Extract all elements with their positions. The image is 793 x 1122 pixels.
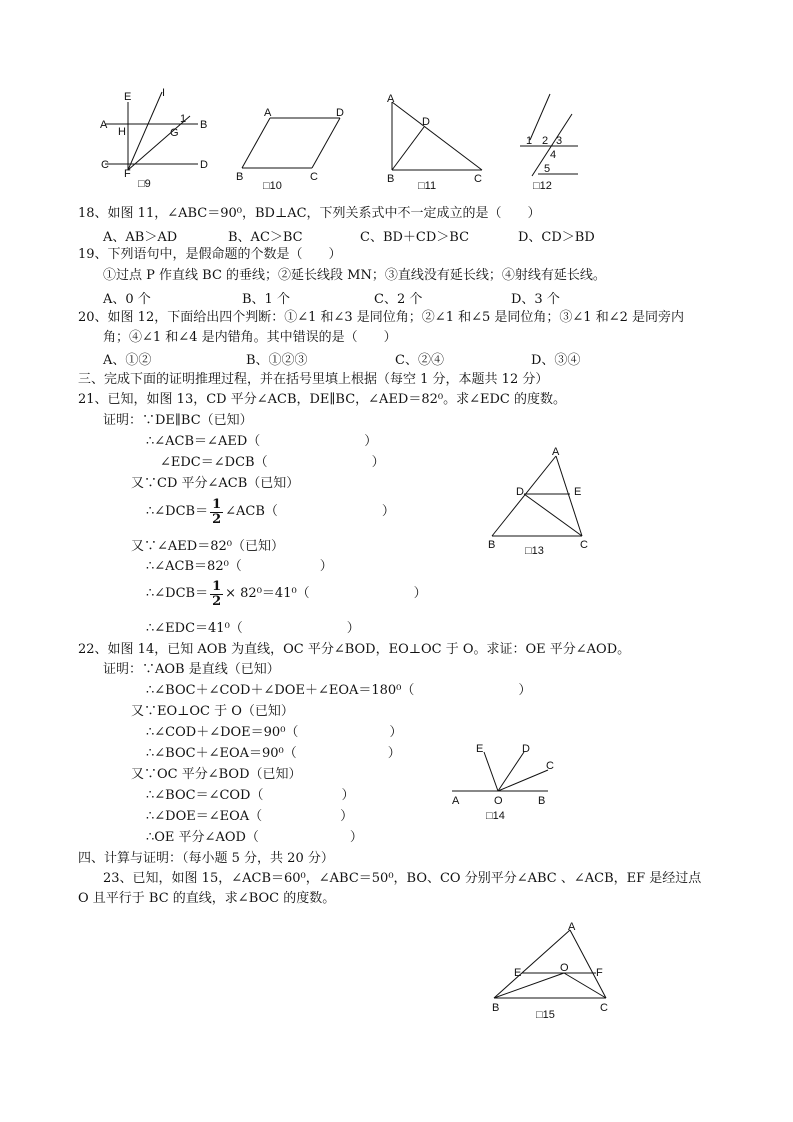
- q19-option-c: C、2 个: [374, 292, 423, 307]
- q20-option-d: D、③④: [531, 353, 581, 368]
- q18-options: [0, 226, 793, 243]
- fig9-label-E: E: [124, 91, 132, 103]
- q21-proof-line-1: 证明：∵DE∥BC（已知）: [103, 413, 253, 428]
- fig11-label-A: A: [387, 93, 395, 105]
- q21-fraction-half-1: [210, 498, 223, 527]
- q20-options: [0, 349, 793, 366]
- fig9-label-A: A: [100, 119, 108, 131]
- figure-13-caption: □13: [525, 545, 544, 557]
- fig9-label-D: D: [200, 159, 208, 171]
- q21-proof-line-2: ∴∠ACB＝∠AED（ ）: [146, 434, 378, 449]
- figure-12: [514, 92, 584, 178]
- fig15-label-A: A: [568, 921, 576, 933]
- figure-15-caption: □15: [536, 1009, 555, 1021]
- q21-fraction-half-2: [210, 580, 223, 609]
- figure-11: [384, 92, 489, 184]
- section-4-title: 四、计算与证明：（每小题 5 分，共 20 分）: [78, 851, 334, 866]
- figure-15-diagram: [488, 918, 618, 1018]
- fig9-label-F: F: [124, 168, 131, 180]
- q22-proof-line-2: ∴∠BOC＋∠COD＋∠DOE＋∠EOA＝180⁰（ ）: [146, 683, 532, 698]
- q20-option-b: B、①②③: [246, 353, 308, 368]
- fig13-label-B: B: [488, 539, 496, 551]
- fig15-label-F: F: [596, 967, 603, 979]
- fig9-label-B: B: [200, 119, 208, 131]
- fig12-label-3: 3: [556, 135, 563, 147]
- figure-12-diagram: [514, 92, 584, 178]
- q23-stem: 23、已知，如图 15，∠ACB＝60⁰，∠ABC＝50⁰，BO、CO 分别平分∠ABC 、∠ACB，EF 是经过点: [103, 871, 702, 886]
- fig13-label-D: D: [516, 486, 524, 498]
- q18-option-d: D、CD＞BD: [518, 230, 595, 245]
- q18-option-a: A、AB＞AD: [103, 230, 178, 245]
- fig10-label-B: B: [236, 171, 244, 183]
- q18-option-b: B、AC＞BC: [228, 230, 303, 245]
- fig10-label-C: C: [310, 171, 318, 183]
- fraction-denominator: 2: [212, 511, 222, 527]
- figure-10-diagram: [234, 107, 349, 183]
- fraction-denominator: 2: [212, 593, 222, 609]
- figure-15: [488, 918, 618, 1018]
- q18-stem: 18、如图 11，∠ABC＝90⁰，BD⊥AC，下列关系式中不一定成立的是（ ）: [78, 206, 541, 221]
- fig14-label-C: C: [546, 760, 554, 772]
- q20-stem-cont: 角；④∠1 和∠4 是内错角。其中错误的是（ ）: [103, 330, 397, 345]
- q22-proof-line-3: 又∵EO⊥OC 于 O（已知）: [131, 704, 294, 719]
- figure-10-caption: □10: [263, 180, 282, 192]
- fig13-label-A: A: [552, 446, 560, 458]
- fig14-label-E: E: [476, 743, 484, 755]
- fig13-label-C: C: [580, 539, 588, 551]
- q21-proof-line-8: [146, 576, 427, 612]
- fig12-label-4: 4: [550, 149, 557, 161]
- q19-option-b: B、1 个: [242, 292, 290, 307]
- figure-9-caption: □9: [138, 178, 151, 190]
- fraction-numerator: 1: [212, 496, 222, 512]
- fig9-label-C: C: [101, 159, 109, 171]
- q21-proof-line-8-prefix: ∴∠DCB＝: [146, 586, 209, 601]
- fig14-label-O: O: [494, 795, 503, 807]
- figure-11-diagram: [384, 92, 489, 184]
- q21-proof-line-5: [146, 494, 395, 530]
- q21-proof-line-4: 又∵CD 平分∠ACB（已知）: [131, 476, 300, 491]
- fig11-label-D: D: [422, 116, 430, 128]
- q21-proof-line-7: ∴∠ACB＝82⁰（ ）: [146, 559, 333, 574]
- q22-proof-line-1: 证明：∵AOB 是直线（已知）: [103, 662, 280, 677]
- q22-stem: 22、如图 14，已知 AOB 为直线，OC 平分∠BOD，EO⊥OC 于 O。求证：OE 平分∠AOD。: [78, 642, 631, 657]
- fig12-label-5: 5: [544, 163, 551, 175]
- figure-14: [448, 738, 558, 810]
- figure-9-diagram: [98, 86, 213, 180]
- q22-proof-line-7: ∴∠BOC＝∠COD（ ）: [146, 788, 355, 803]
- q21-proof-line-9: ∴∠EDC＝41⁰（ ）: [146, 621, 360, 636]
- q20-option-a: A、①②: [103, 353, 152, 368]
- fig15-label-C: C: [600, 1002, 608, 1014]
- fraction-numerator: 1: [212, 578, 222, 594]
- figure-12-caption: □12: [533, 180, 552, 192]
- q22-proof-line-8: ∴∠DOE＝∠EOA（ ）: [146, 809, 354, 824]
- q20-stem: 20、如图 12，下面给出四个判断：①∠1 和∠3 是同位角；②∠1 和∠5 是同位角；③∠1 和∠2 是同旁内: [78, 310, 684, 325]
- q19-options: [0, 288, 793, 305]
- q18-option-c: C、BD＋CD＞BC: [360, 230, 470, 245]
- section-3-title: 三、完成下面的证明推理过程，并在括号里填上根据（每空 1 分，本题共 12 分）: [78, 372, 549, 387]
- fig9-label-I: I: [162, 87, 166, 99]
- fig11-label-C: C: [474, 173, 482, 185]
- q21-proof-line-6: 又∵∠AED＝82⁰（已知）: [131, 539, 284, 554]
- figure-14-caption: □14: [486, 810, 505, 822]
- figure-9: [98, 86, 213, 180]
- fig15-label-E: E: [514, 967, 522, 979]
- q21-stem: 21、已知，如图 13，CD 平分∠ACB，DE∥BC，∠AED＝82⁰。求∠EDC 的度数。: [78, 392, 566, 407]
- figure-13-diagram: [486, 444, 596, 552]
- q21-proof-line-5-suffix: ∠ACB（ ）: [225, 504, 395, 519]
- fig11-label-B: B: [387, 173, 395, 185]
- fig14-label-D: D: [522, 743, 530, 755]
- fig10-label-D: D: [336, 107, 344, 119]
- fig9-label-H: H: [118, 126, 126, 138]
- fig9-label-1: 1: [180, 113, 187, 125]
- q22-proof-line-4: ∴∠COD＋∠DOE＝90⁰（ ）: [146, 725, 403, 740]
- fig12-label-1: 1: [526, 135, 533, 147]
- figure-11-caption: □11: [418, 180, 437, 192]
- q21-proof-line-5-prefix: ∴∠DCB＝: [146, 504, 209, 519]
- q21-proof-line-8-suffix: × 82⁰＝41⁰（ ）: [225, 586, 427, 601]
- q19-stem: 19、下列语句中，是假命题的个数是（ ）: [78, 247, 342, 262]
- q22-proof-line-5: ∴∠BOC＋∠EOA＝90⁰（ ）: [146, 746, 401, 761]
- fig13-label-E: E: [574, 486, 582, 498]
- figure-13: [486, 444, 596, 552]
- q22-proof-line-6: 又∵OC 平分∠BOD（已知）: [131, 767, 302, 782]
- q19-option-d: D、3 个: [511, 292, 560, 307]
- q22-proof-line-9: ∴OE 平分∠AOD（ ）: [146, 830, 363, 845]
- q19-option-a: A、0 个: [103, 292, 151, 307]
- fig15-label-O: O: [560, 962, 569, 974]
- fig9-label-G: G: [170, 127, 179, 139]
- fig14-label-B: B: [538, 795, 546, 807]
- q19-statements: ①过点 P 作直线 BC 的垂线；②延长线段 MN；③直线没有延长线；④射线有延长线。: [103, 268, 606, 283]
- fig14-label-A: A: [452, 795, 460, 807]
- fig12-label-2: 2: [542, 135, 549, 147]
- q21-proof-line-3: ∠EDC＝∠DCB（ ）: [160, 455, 385, 470]
- figure-14-diagram: [448, 738, 558, 810]
- figure-10: [234, 107, 349, 183]
- fig10-label-A: A: [264, 107, 272, 119]
- q20-option-c: C、②④: [395, 353, 444, 368]
- q23-stem-cont: O 且平行于 BC 的直线，求∠BOC 的度数。: [78, 891, 336, 906]
- fig15-label-B: B: [492, 1002, 500, 1014]
